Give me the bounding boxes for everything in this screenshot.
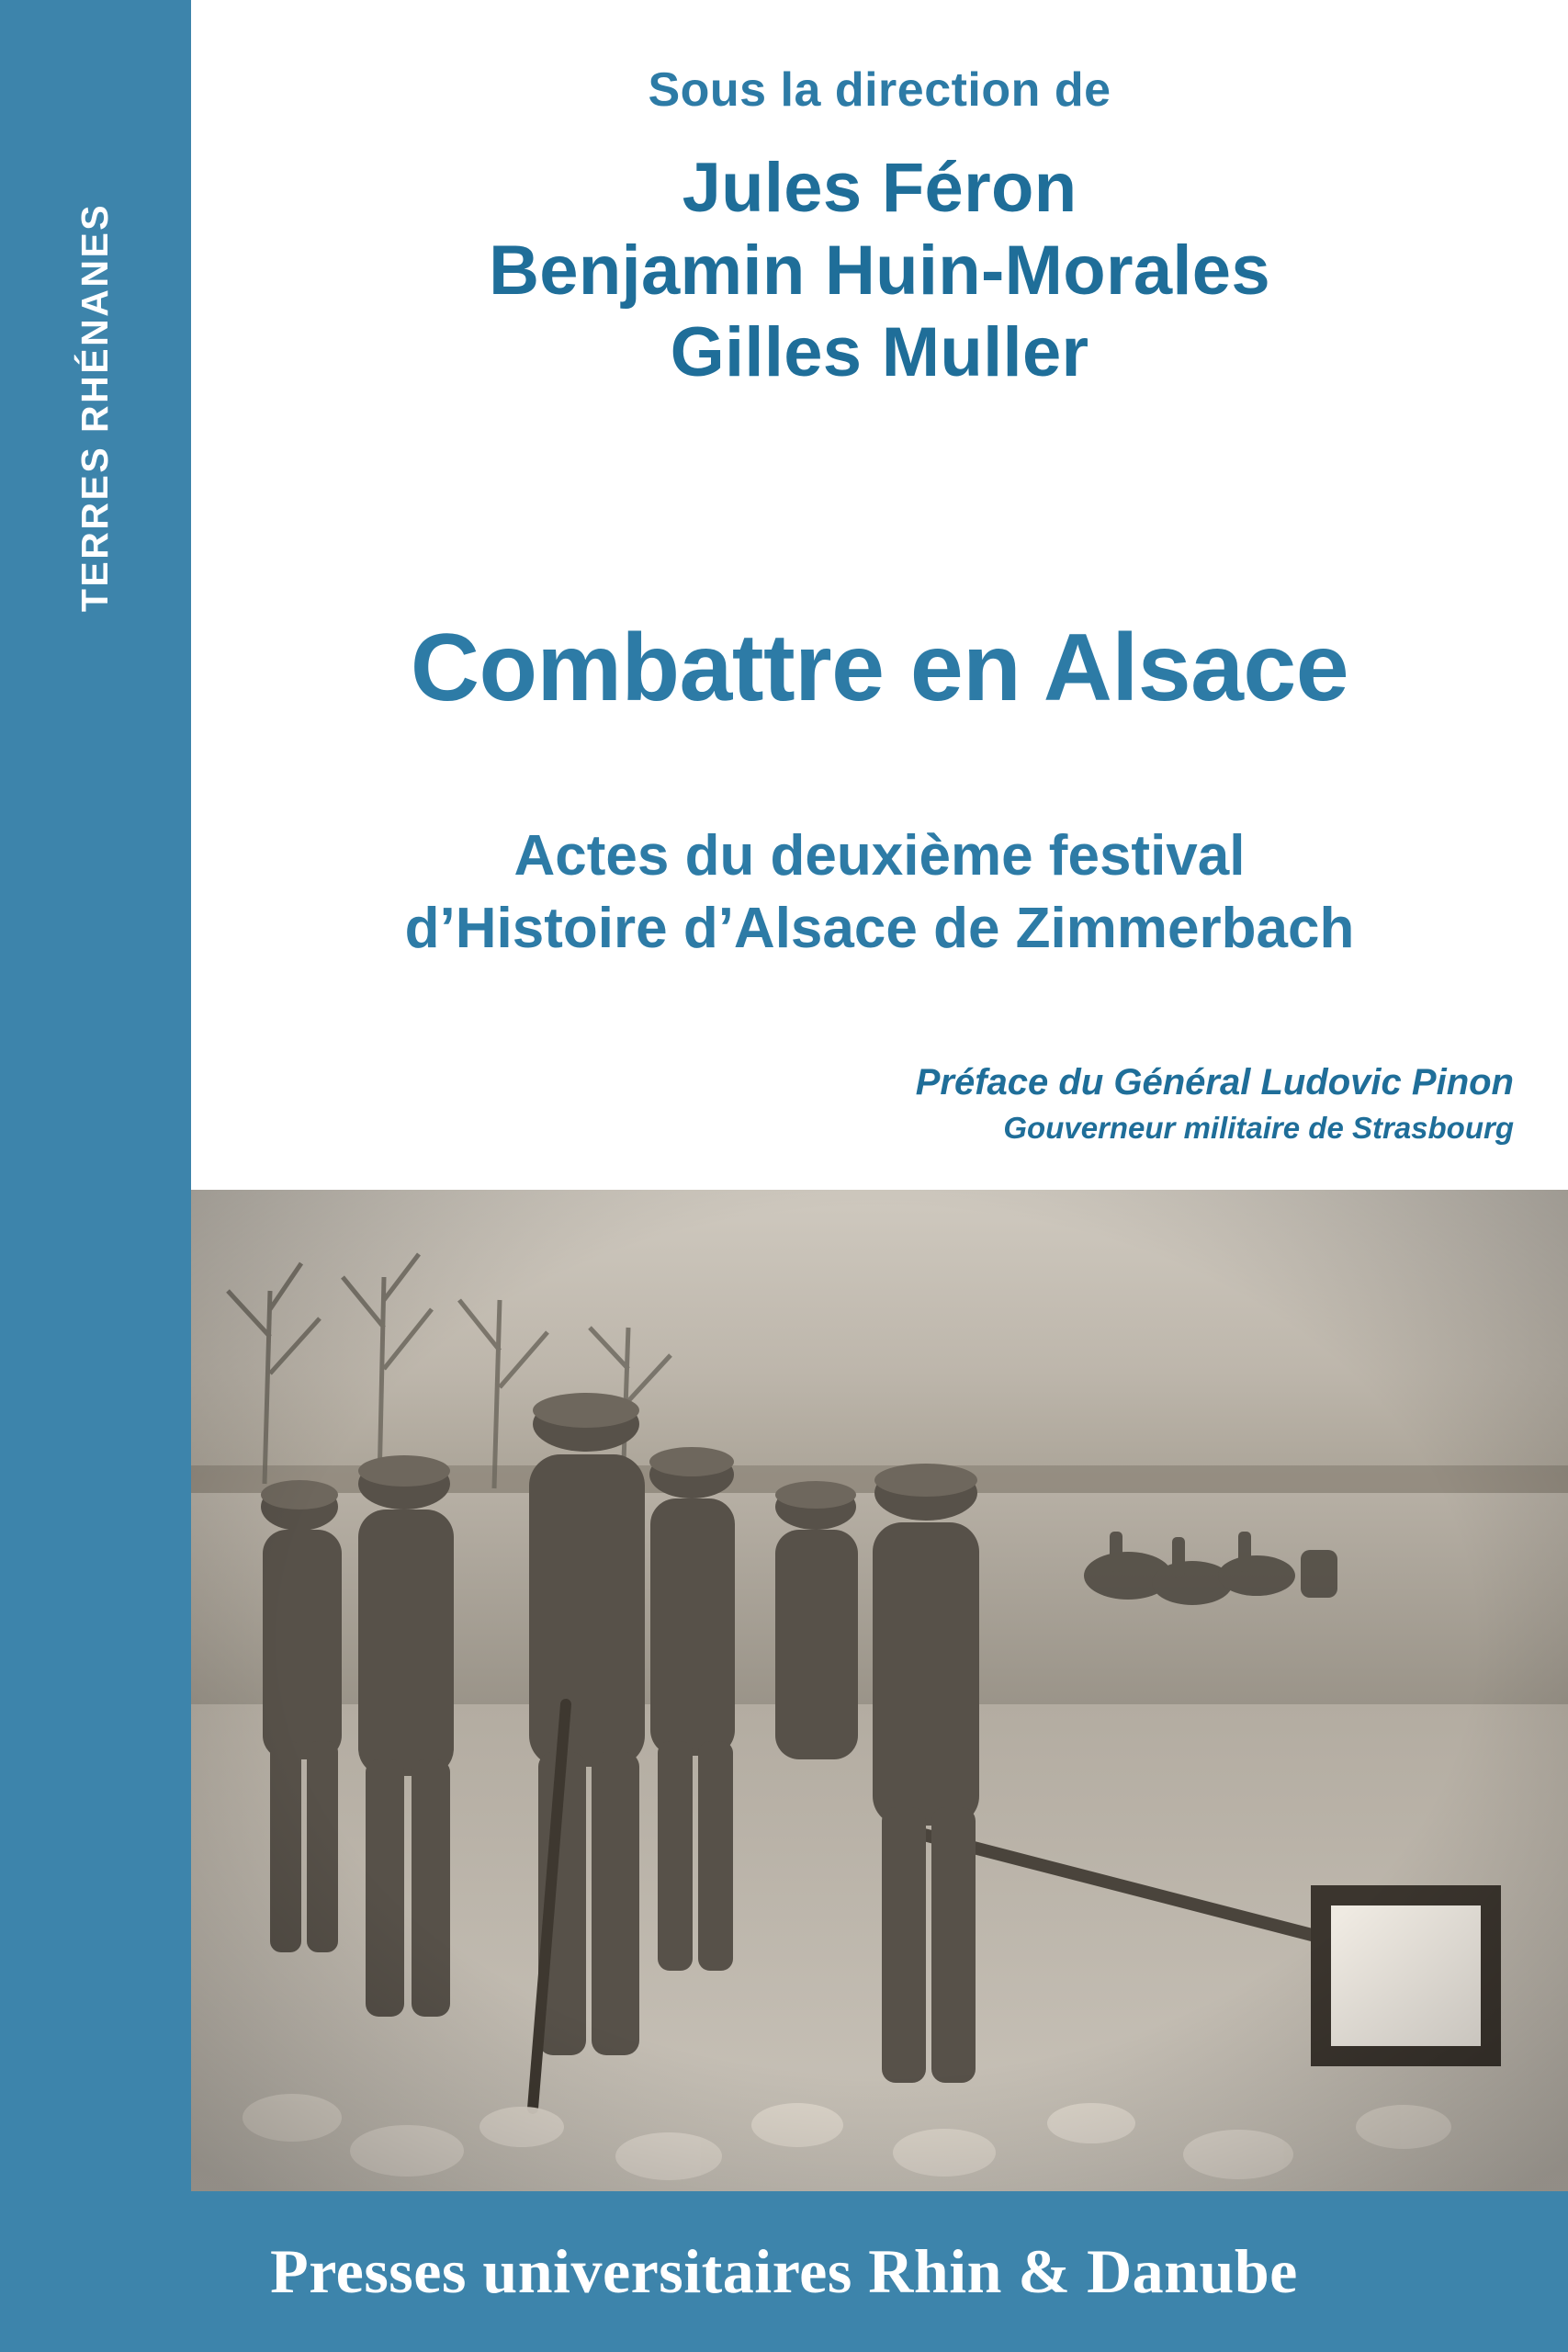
preface-author-role: Gouverneur militaire de Strasbourg [1003, 1111, 1514, 1145]
collection-name-wrapper [0, 0, 191, 2352]
directed-by-label: Sous la direction de [648, 63, 1111, 117]
preface-credit [191, 1061, 1514, 1146]
book-subtitle-line-1: Actes du deuxième festival [513, 824, 1246, 888]
cover-photograph-artwork [191, 1190, 1568, 2191]
collection-name: TERRES RHÉNANES [73, 202, 117, 613]
editor-list [191, 147, 1568, 394]
book-subtitle [191, 820, 1568, 966]
editor-name: Gilles Muller [670, 313, 1089, 392]
book-title: Combattre en Alsace [410, 615, 1349, 721]
publisher-name: Presses universitaires Rhin & Danube [270, 2236, 1298, 2306]
preface-author: Préface du Général Ludovic Pinon [915, 1062, 1514, 1102]
editor-name: Jules Féron [682, 149, 1077, 227]
book-subtitle-line-2: d’Histoire d’Alsace de Zimmerbach [404, 897, 1355, 961]
editor-name: Benjamin Huin-Morales [489, 231, 1270, 310]
cover-photograph [191, 1190, 1568, 2191]
publisher-band [0, 2191, 1568, 2352]
